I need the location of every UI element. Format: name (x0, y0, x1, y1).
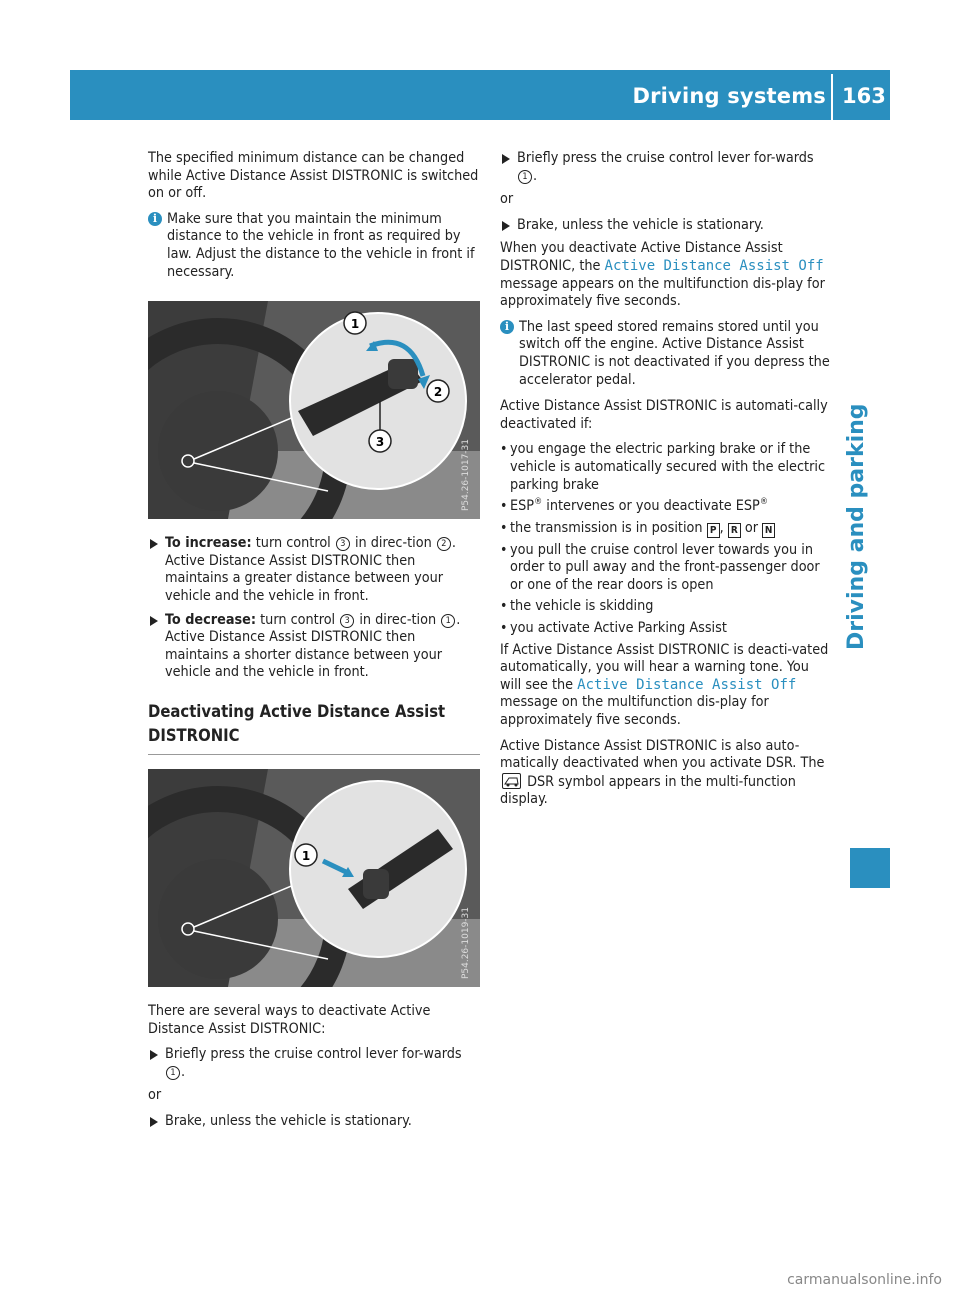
lever-illustration-1-graphic (148, 301, 480, 519)
gear-r-symbol: R (728, 523, 741, 538)
condition-item: • you engage the electric parking brake or if the vehicle is automatically secured with the electric parking brake (500, 441, 832, 494)
dsr-text-a: Active Distance Assist DISTRONIC is also auto-matically deactivated when you activate DSR. The (500, 737, 825, 772)
auto-deactivate-intro: Active Distance Assist DISTRONIC is automati-cally deactivated if: (500, 398, 828, 432)
increase-result: Active Distance Assist DISTRONIC then maintains a greater distance between your vehicle and the vehicle in front. (165, 552, 444, 604)
callout-ref: 3 (336, 537, 350, 551)
dsr-text-b: DSR symbol appears in the multi-function display. (500, 773, 796, 808)
press-lever-text: Briefly press the cruise control lever for-wards (165, 1046, 462, 1063)
condition-item (500, 498, 832, 516)
info-note (500, 319, 832, 389)
auto-warning-text-b: message on the multifunction dis-play for approximately five seconds. (500, 694, 769, 729)
or-separator: or (500, 191, 514, 208)
page-number: 163 (842, 84, 886, 108)
display-message: Active Distance Assist Off (604, 257, 824, 274)
decrease-result: Active Distance Assist DISTRONIC then maintains a shorter distance between your vehicle and the vehicle in front. (165, 629, 443, 681)
decrease-text-c: . (456, 611, 461, 628)
increase-label: To increase: (165, 535, 252, 552)
callout-ref: 1 (518, 170, 532, 184)
info-icon: i (148, 212, 162, 226)
header-divider (831, 74, 833, 120)
ways-intro: There are several ways to deactivate Active Distance Assist DISTRONIC: (148, 1002, 431, 1037)
chapter-tab-marker (850, 848, 890, 888)
info-note-text: Make sure that you maintain the minimum distance to the vehicle in front as required by law. Adjust the distance to the vehicle in front if necessary. (167, 210, 475, 280)
info-icon: i (500, 320, 514, 334)
callout-ref: 2 (437, 537, 451, 551)
condition-item: • you activate Active Parking Assist (500, 620, 832, 638)
press-lever-step: Briefly press the cruise control lever for-wards 1 . (148, 1046, 480, 1081)
press-lever-step: Briefly press the cruise control lever for-wards 1 . (500, 150, 832, 185)
registered-mark: ® (534, 497, 543, 508)
decrease-text-a: turn control (260, 611, 336, 628)
decrease-label: To decrease: (165, 611, 257, 628)
callout-ref: 3 (340, 614, 354, 628)
or-separator: or (148, 1087, 162, 1104)
callout-ref: 1 (166, 1066, 180, 1080)
brake-step: Brake, unless the vehicle is stationary. (500, 217, 832, 235)
increase-text-c: . (451, 535, 456, 552)
image-code: P54.26-1017-31 (461, 439, 472, 512)
dsr-symbol-icon (502, 773, 521, 789)
chapter-side-title: Driving and parking (844, 403, 869, 650)
press-lever-text: Briefly press the cruise control lever for-wards (517, 150, 814, 166)
auto-warning-text-a: If Active Distance Assist DISTRONIC is deacti-vated automatically, you will hear a warning tone. You will see the (500, 641, 829, 693)
right-column (500, 150, 832, 817)
callout-2: 2 (433, 385, 443, 400)
condition-item: • you pull the cruise control lever towards you in order to pull away and the front-passenger door or one of the rear doors is open (500, 542, 832, 595)
heading-rule (148, 754, 480, 755)
decrease-step (148, 612, 480, 682)
condition-item: • the vehicle is skidding (500, 598, 832, 616)
lever-illustration-2 (148, 769, 480, 987)
lever-illustration-2-graphic (148, 769, 480, 987)
increase-text-b: in direc-tion (354, 535, 432, 552)
intro-paragraph: The specified minimum distance can be changed while Active Distance Assist DISTRONIC is switched on or off. (148, 150, 479, 202)
gear-n-symbol: N (762, 523, 775, 538)
display-message: Active Distance Assist Off (577, 676, 797, 693)
section-title: Driving systems (632, 84, 826, 108)
registered-mark: ® (759, 497, 768, 508)
left-column (148, 150, 480, 1136)
info-note-text: The last speed stored remains stored until you switch off the engine. Active Distance Assist DISTRONIC is not deactivated if you depress the accelerator pedal. (519, 318, 830, 388)
decrease-text-b: in direc-tion (359, 611, 437, 628)
increase-step (148, 535, 480, 605)
condition-text: or (744, 519, 759, 536)
gear-p-symbol: P (707, 523, 720, 538)
callout-ref: 1 (441, 614, 455, 628)
auto-warning-paragraph (500, 642, 832, 730)
condition-text: ESP (510, 498, 535, 515)
deactivate-text-a: When you deactivate Active Distance Assist DISTRONIC, the (500, 240, 783, 274)
deactivate-text-b: message appears on the multifunction dis-play for approximately five seconds. (500, 275, 825, 310)
callout-1: 1 (350, 317, 360, 332)
condition-item: • the transmission is in position P , R or N (500, 520, 832, 538)
increase-text-a: turn control (255, 535, 331, 552)
footer-watermark: carmanualsonline.info (787, 1272, 942, 1288)
image-code: P54.26-1019-31 (461, 906, 472, 979)
condition-text: intervenes or you deactivate ESP (546, 498, 760, 515)
lever-illustration-1 (148, 301, 480, 519)
info-note (148, 211, 480, 281)
condition-text: the transmission is in position (510, 519, 703, 536)
brake-step: Brake, unless the vehicle is stationary. (148, 1113, 480, 1131)
dsr-paragraph (500, 738, 832, 809)
deactivate-paragraph (500, 240, 832, 310)
callout-1: 1 (301, 848, 311, 863)
callout-3: 3 (375, 435, 385, 450)
section-heading: Deactivating Active Distance Assist DISTRONIC (148, 701, 446, 745)
